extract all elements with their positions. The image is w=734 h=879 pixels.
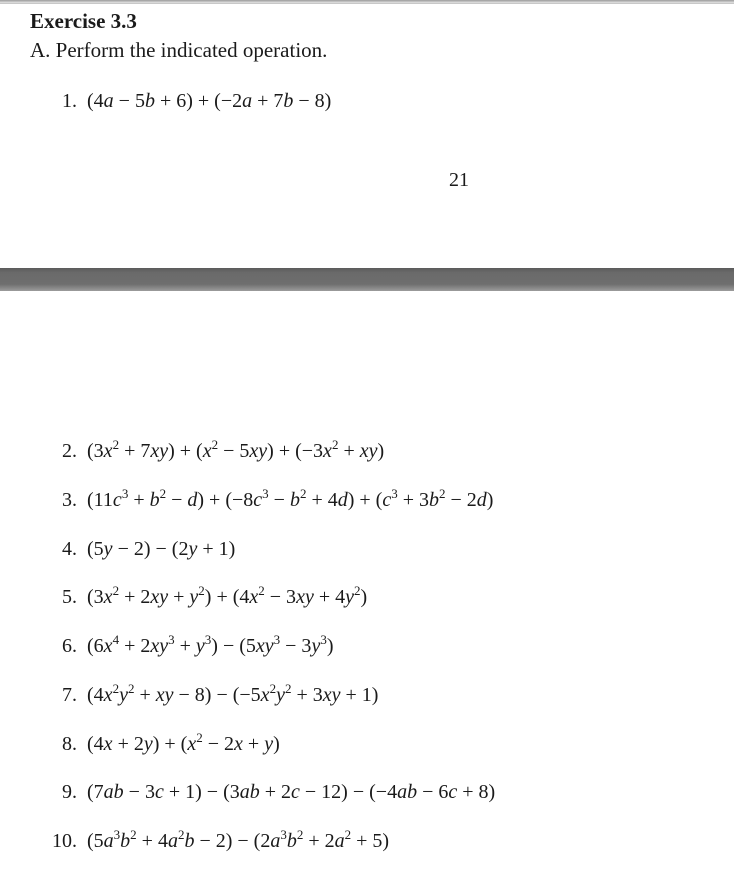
- problem-expression: $(3x^2 + 2xy + y^2) + (4x^2 - 3xy + 4y^2)$: [87, 583, 368, 608]
- problem-3: [61, 486, 494, 511]
- problem-number: 4.: [62, 538, 77, 560]
- problem-number: 9.: [62, 781, 77, 803]
- problem-expression: (5y − 2) − (2y + 1): [87, 538, 236, 560]
- problem-8: [61, 730, 280, 755]
- exercise-instruction: A. Perform the indicated operation.: [30, 38, 328, 62]
- page-top: [0, 0, 734, 268]
- problem-number: 7.: [62, 684, 77, 706]
- problem-9: [61, 782, 495, 802]
- problem-expression: $(4x + 2y) + (x^2 - 2x + y)$: [87, 730, 280, 755]
- problem-1: [61, 91, 331, 111]
- problem-7: [61, 681, 379, 706]
- problem-2: [61, 437, 385, 462]
- cropped-previous-line: [0, 0, 734, 4]
- page-break-bar: [0, 268, 734, 291]
- page-bottom: [0, 291, 734, 879]
- problem-number: 5.: [62, 586, 77, 608]
- problem-expression: (4a − 5b + 6) + (−2a + 7b − 8): [87, 90, 332, 112]
- page-number: 21: [449, 169, 469, 191]
- problem-6: [61, 632, 334, 657]
- problem-expression: ($4x^2y^2$ + xy − $8) - (-5x^2y^2 + 3xy + 1)$: [87, 681, 379, 706]
- problem-expression: $(6x^4 + 2xy^3 + y^3) - (5xy^3 - 3y^3)$: [87, 632, 334, 657]
- problem-expression: $(5a^3b^2 + 4a^2b - 2) - (2a^3b^2 + 2a^2 + 5)$: [87, 827, 390, 852]
- problem-number: 10.: [52, 830, 77, 852]
- problem-4: [61, 539, 235, 559]
- problem-10: [48, 827, 390, 852]
- problem-number: 1.: [62, 90, 77, 112]
- problem-number: 6.: [62, 635, 77, 657]
- problem-number: 2.: [62, 440, 77, 462]
- problem-expression: (7ab − 3c + 1) − (3ab + 2c − 12) − (−4ab − 6c + 8): [87, 781, 496, 803]
- problem-5: [61, 583, 368, 608]
- exercise-title: Exercise 3.3: [30, 9, 137, 33]
- problem-number: 8.: [62, 733, 77, 755]
- problem-expression: $(11c^3 + b^2 - d) + (-8c^3 - b^2 + 4d) + (c^3 + 3b^2 - 2d)$: [87, 486, 494, 511]
- problem-expression: $(3x^2 + 7xy) + (x^2 - 5xy) + (-3x^2 + xy)$: [87, 437, 385, 462]
- problem-number: 3.: [62, 489, 77, 511]
